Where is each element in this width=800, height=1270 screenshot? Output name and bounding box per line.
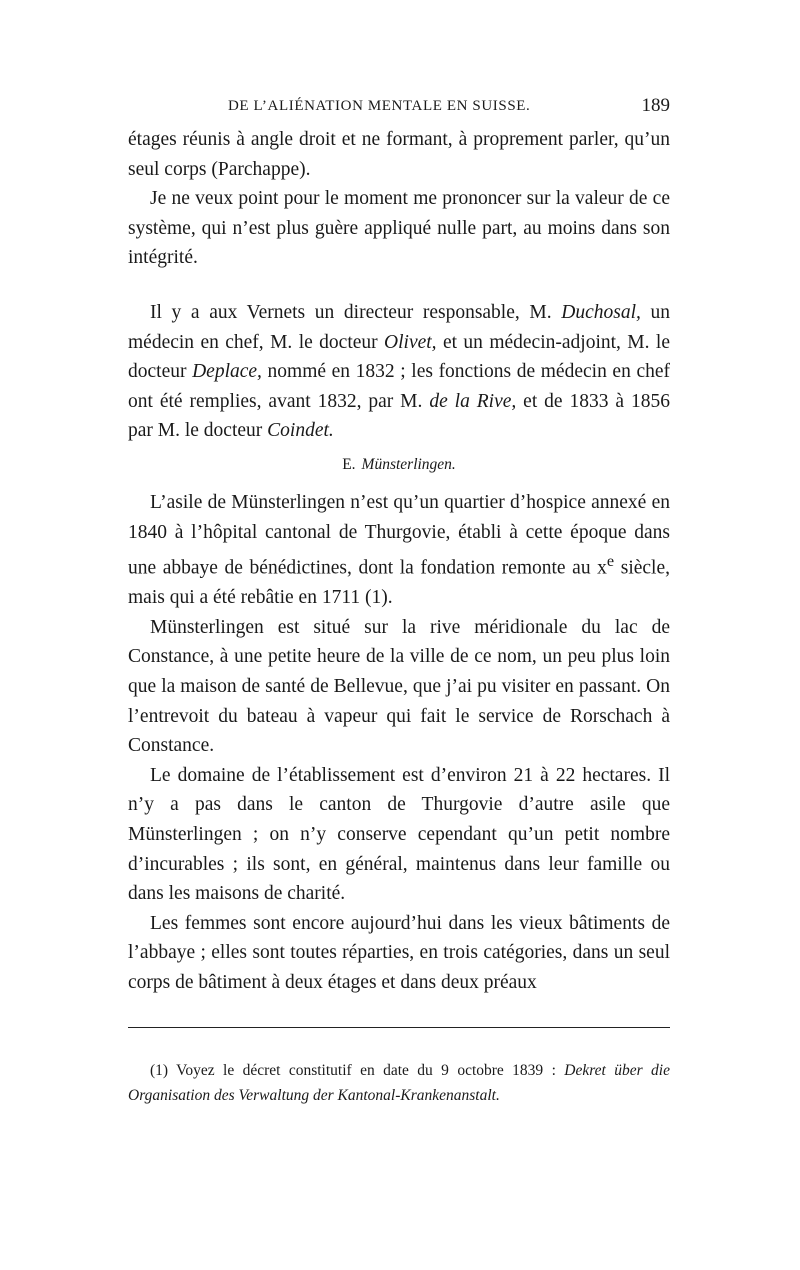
paragraph-asylum-intro xyxy=(128,488,670,613)
body-text xyxy=(128,125,670,998)
paragraph-continuation: étages réunis à angle droit et ne formant, à proprement parler, qu’un seul corps (Parchappe). xyxy=(128,129,670,180)
footnote-text: (1) Voyez le décret constitutif en date du 9 octobre 1839 : xyxy=(150,1061,565,1079)
superscript-e: e xyxy=(606,552,615,571)
name-coindet: Coindet. xyxy=(267,420,334,442)
text-run: un médecin en chef, M. le docteur xyxy=(128,301,671,353)
section-letter: E. xyxy=(342,455,356,473)
footnote xyxy=(128,1058,670,1108)
running-title: DE L’ALIÉNATION MENTALE EN SUISSE. xyxy=(228,98,531,114)
page-header xyxy=(228,92,670,120)
footnote-rule xyxy=(128,1027,670,1028)
text-run: et de 1833 à 1856 par M. le docteur xyxy=(128,390,670,442)
paragraph-women: Les femmes sont encore aujourd’hui dans les vieux bâtiments de l’abbaye ; elles sont toutes réparties, en trois catégories, dans un seul corps de bâtiment à deux étages et dans deux préaux xyxy=(128,912,670,993)
text-run: et un médecin-adjoint, M. le docteur xyxy=(128,331,670,383)
footnote-title: Dekret über die Organisation des Verwaltung der Kantonal-Krankenanstalt. xyxy=(128,1061,670,1104)
page-number: 189 xyxy=(641,95,670,116)
paragraph-vernets-staff xyxy=(128,298,670,446)
text-run: nommé en 1832 ; les fonctions de médecin en chef ont été remplies, avant 1832, par M. xyxy=(128,361,670,412)
text-run: Il y a aux Vernets un directeur responsable, M. xyxy=(150,301,562,323)
name-deplace: Deplace, xyxy=(192,361,262,383)
paragraph-domain: Le domaine de l’établissement est d’environ 21 à 22 hectares. Il n’y a pas dans le canton de Thurgovie d’autre asile que Münsterlingen ; on n’y conserve cependant qu’un petit nombre d’incurables ; ils sont, en général, maintenus dans leur famille ou dans les maisons de charité. xyxy=(128,764,670,905)
paragraph-location: Münsterlingen est situé sur la rive méridionale du lac de Constance, à une petite heure de la ville de ce nom, un peu plus loin que la maison de santé de Bellevue, que j’ai pu visiter en passant. On l’entrevoit du bateau à vapeur qui fait le service de Rorschach à Constance. xyxy=(128,616,670,757)
paragraph-system: Je ne veux point pour le moment me prononcer sur la valeur de ce système, qui n’est plus guère appliqué nulle part, au moins dans son intégrité. xyxy=(128,188,670,269)
text-run: L’asile de Münsterlingen n’est qu’un quartier d’hospice annexé en 1840 à l’hôpital cantonal de Thurgovie, établi à cette époque dans une abbaye de bénédictines, dont la fondation remonte au x xyxy=(128,491,670,579)
paragraph-gap xyxy=(128,273,670,298)
name-duchosal: Duchosal, xyxy=(561,301,641,323)
section-name: Münsterlingen. xyxy=(361,455,456,473)
name-olivet: Olivet, xyxy=(384,331,437,353)
text-run: siècle, mais qui a été rebâtie en 1711 (1). xyxy=(128,557,670,609)
section-heading xyxy=(128,452,670,478)
name-de-la-rive: de la Rive, xyxy=(429,390,517,412)
